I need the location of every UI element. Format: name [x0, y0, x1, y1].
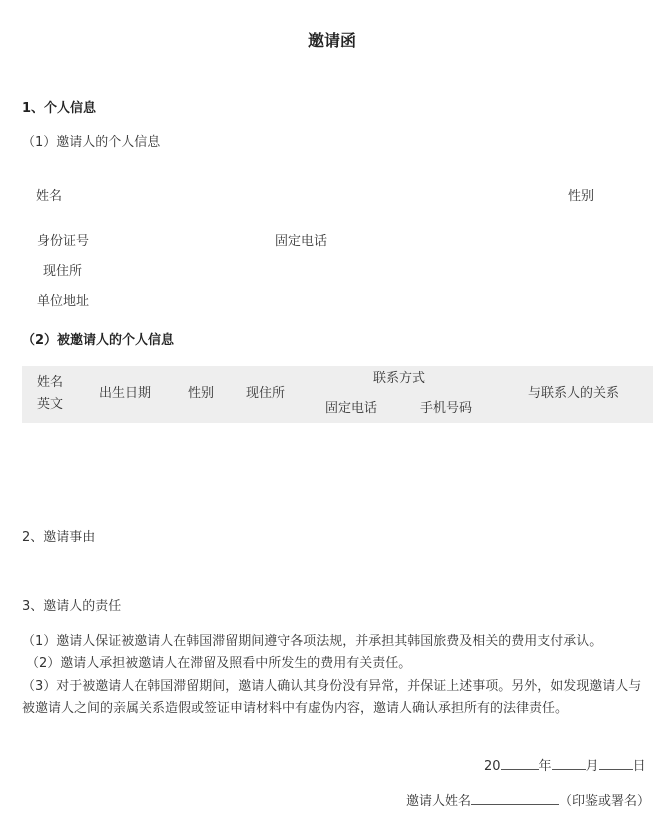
- col-mobile: 手机号码: [420, 401, 473, 416]
- responsibility-item-1: （1）邀请人保证被邀请人在韩国滞留期间遵守各项法规，并承担其韩国旅费及相关的费用支付承认。: [22, 634, 603, 649]
- col-name-line1: 姓名: [37, 375, 64, 390]
- inviter-name-label: 姓名: [36, 189, 63, 204]
- inviter-info-heading: （1）邀请人的个人信息: [22, 135, 161, 150]
- date-year-prefix: 20: [484, 759, 501, 774]
- section3-heading: 3、邀请人的责任: [22, 599, 122, 614]
- date-day-suffix: 日: [632, 759, 646, 774]
- col-address: 现住所: [246, 386, 286, 401]
- document-title: 邀请函: [307, 31, 356, 50]
- col-name-line2: 英文: [37, 397, 64, 412]
- date-year-suffix: 年: [538, 759, 552, 774]
- signature-line: [406, 792, 650, 810]
- col-birth-date: 出生日期: [99, 386, 152, 401]
- section1-heading: 1、个人信息: [22, 101, 97, 116]
- date-year-blank[interactable]: [501, 757, 539, 770]
- inviter-name-blank[interactable]: [471, 792, 559, 805]
- inviter-address-label: 现住所: [43, 264, 83, 279]
- date-month-blank[interactable]: [552, 757, 586, 770]
- responsibility-item-3: （3）对于被邀请人在韩国滞留期间，邀请人确认其身份没有异常，并保证上述事项。另外，如发现邀请人与被邀请人之间的亲属关系造假或签证申请材料中有虚伪内容，邀请人确认承担所有的法律责任。: [22, 679, 642, 716]
- invitee-table-header: [22, 366, 653, 423]
- seal-note: （印鉴或署名）: [559, 794, 651, 809]
- inviter-id-label: 身份证号: [37, 234, 90, 249]
- inviter-gender-label: 性别: [568, 189, 595, 204]
- col-relationship: 与联系人的关系: [528, 386, 620, 401]
- col-landline: 固定电话: [325, 401, 378, 416]
- responsibility-item-2: （2）邀请人承担被邀请人在滞留及照看中所发生的费用有关责任。: [26, 656, 412, 671]
- inviter-landline-label: 固定电话: [275, 234, 328, 249]
- invitee-info-heading: （2）被邀请人的个人信息: [22, 333, 175, 348]
- inviter-name-sign-label: 邀请人姓名: [406, 794, 472, 809]
- col-contact: 联系方式: [373, 371, 426, 386]
- date-line: [484, 757, 646, 775]
- inviter-work-address-label: 单位地址: [37, 294, 90, 309]
- col-gender: 性别: [188, 386, 215, 401]
- date-month-suffix: 月: [585, 759, 599, 774]
- date-day-blank[interactable]: [599, 757, 633, 770]
- section2-heading: 2、邀请事由: [22, 530, 96, 545]
